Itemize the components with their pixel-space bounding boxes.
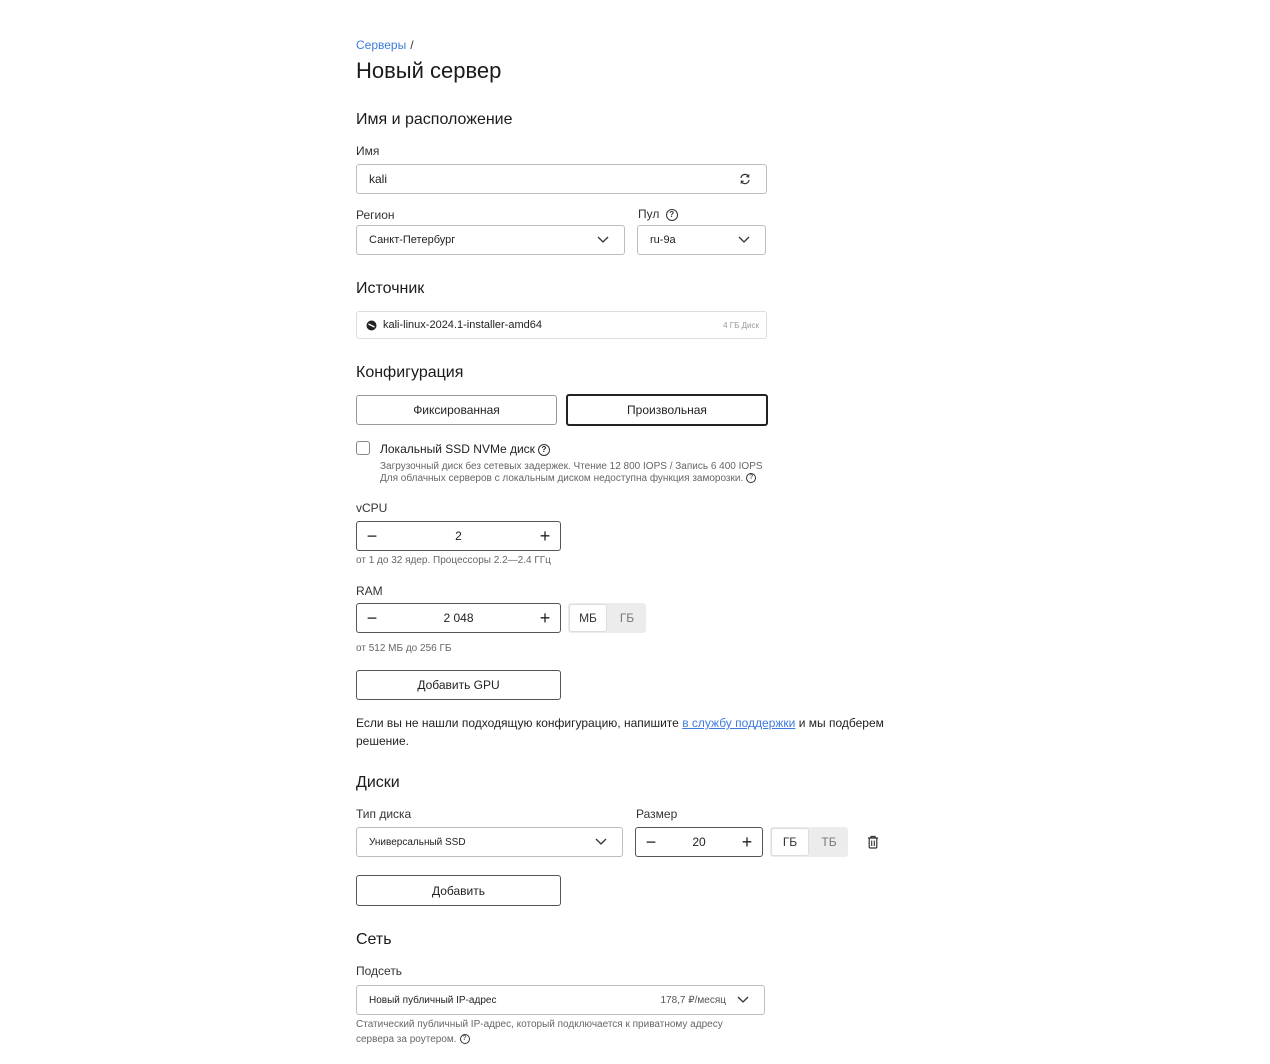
subnet-hint-2 (356, 1034, 470, 1045)
disks-heading: Диски (356, 774, 400, 791)
chevron-down-icon (732, 993, 754, 1007)
configuration-heading: Конфигурация (356, 364, 464, 381)
support-note-line2: решение. (356, 734, 409, 748)
disk-size-value[interactable]: 20 (692, 835, 706, 849)
chevron-down-icon (733, 233, 755, 247)
vcpu-hint: от 1 до 32 ядер. Процессоры 2.2—2.4 ГГц (356, 555, 551, 566)
local-ssd-hint-1: Загрузочный диск без сетевых задержек. Чтение 12 800 IOPS / Запись 6 400 IOPS (380, 461, 763, 472)
ram-value[interactable]: 2 048 (443, 611, 474, 625)
plus-icon[interactable]: + (539, 525, 551, 546)
local-ssd-hint-2 (380, 473, 756, 484)
ram-stepper[interactable] (356, 603, 561, 633)
disk-type-value: Универсальный SSD (369, 836, 466, 848)
support-note-text: Если вы не нашли подходящую конфигурацию, напишите (356, 716, 679, 730)
ram-unit-mb[interactable]: МБ (569, 604, 607, 632)
disk-type-label: Тип диска (356, 807, 412, 821)
disk-type-select[interactable] (356, 827, 623, 857)
page-title: Новый сервер (356, 58, 502, 83)
source-heading: Источник (356, 280, 425, 297)
minus-icon[interactable]: − (366, 607, 378, 628)
local-ssd-checkbox[interactable] (356, 441, 370, 455)
help-icon[interactable]: ? (666, 209, 678, 221)
tab-custom[interactable]: Произвольная (566, 394, 768, 426)
source-image-size: 4 ГБ Диск (723, 320, 759, 330)
region-select[interactable] (356, 225, 625, 255)
support-link[interactable]: в службу поддержки (682, 716, 796, 730)
local-ssd-label-text: Локальный SSD NVMe диск (380, 442, 535, 456)
trash-icon[interactable] (867, 835, 879, 854)
chevron-down-icon (590, 835, 612, 849)
help-icon[interactable]: ? (460, 1034, 470, 1044)
help-icon[interactable]: ? (538, 444, 550, 456)
disk-unit-gb[interactable]: ГБ (771, 828, 809, 856)
name-input[interactable] (356, 164, 767, 194)
support-note-text-after: и мы подберем (798, 716, 884, 730)
ram-unit-toggle (568, 603, 646, 633)
name-label: Имя (356, 144, 380, 158)
source-image-name: kali-linux-2024.1-installer-amd64 (383, 319, 542, 331)
vcpu-value[interactable]: 2 (455, 529, 462, 543)
vcpu-label: vCPU (356, 501, 388, 515)
breadcrumb-servers-link[interactable]: Серверы (356, 38, 407, 52)
support-note (356, 714, 916, 750)
disk-size-label: Размер (636, 807, 678, 821)
vcpu-stepper[interactable] (356, 521, 561, 551)
help-icon[interactable]: ? (746, 473, 756, 483)
subnet-select[interactable] (356, 985, 765, 1015)
add-gpu-button[interactable]: Добавить GPU (356, 670, 561, 700)
os-image-icon (366, 320, 377, 331)
plus-icon[interactable]: + (539, 607, 551, 628)
ram-unit-gb[interactable]: ГБ (619, 611, 635, 625)
breadcrumb-separator: / (410, 38, 414, 52)
subnet-label: Подсеть (356, 964, 403, 978)
plus-icon[interactable]: + (741, 831, 753, 852)
refresh-icon[interactable] (734, 172, 756, 186)
breadcrumb (356, 38, 414, 52)
local-ssd-label (380, 442, 550, 456)
pool-select-value: ru-9a (650, 234, 676, 246)
disk-unit-tb[interactable]: ТБ (821, 835, 837, 849)
tab-fixed[interactable]: Фиксированная (356, 395, 557, 425)
pool-label (638, 207, 678, 221)
subnet-price: 178,7 ₽/месяц (660, 994, 726, 1006)
pool-label-text: Пул (638, 207, 660, 221)
chevron-down-icon (592, 233, 614, 247)
disk-unit-toggle (770, 827, 848, 857)
minus-icon[interactable]: − (366, 525, 378, 546)
local-ssd-hint-2-text: Для облачных серверов с локальным диском недоступна функция заморозки. (380, 473, 744, 484)
disk-size-stepper[interactable] (635, 827, 763, 857)
name-location-heading: Имя и расположение (356, 111, 513, 128)
add-disk-button[interactable]: Добавить (356, 875, 561, 906)
region-label: Регион (356, 208, 395, 222)
name-input-value: kali (369, 172, 388, 186)
network-heading: Сеть (356, 931, 392, 948)
subnet-hint-1: Статический публичный IP-адрес, который подключается к приватному адресу (356, 1019, 723, 1030)
subnet-hint-2-text: сервера за роутером. (356, 1034, 457, 1045)
pool-select[interactable] (637, 225, 766, 255)
ram-hint: от 512 МБ до 256 ГБ (356, 643, 452, 654)
region-select-value: Санкт-Петербург (369, 234, 456, 246)
ram-label: RAM (356, 584, 383, 598)
minus-icon[interactable]: − (645, 831, 657, 852)
source-image-selector[interactable] (356, 311, 767, 339)
subnet-value: Новый публичный IP-адрес (369, 994, 497, 1006)
